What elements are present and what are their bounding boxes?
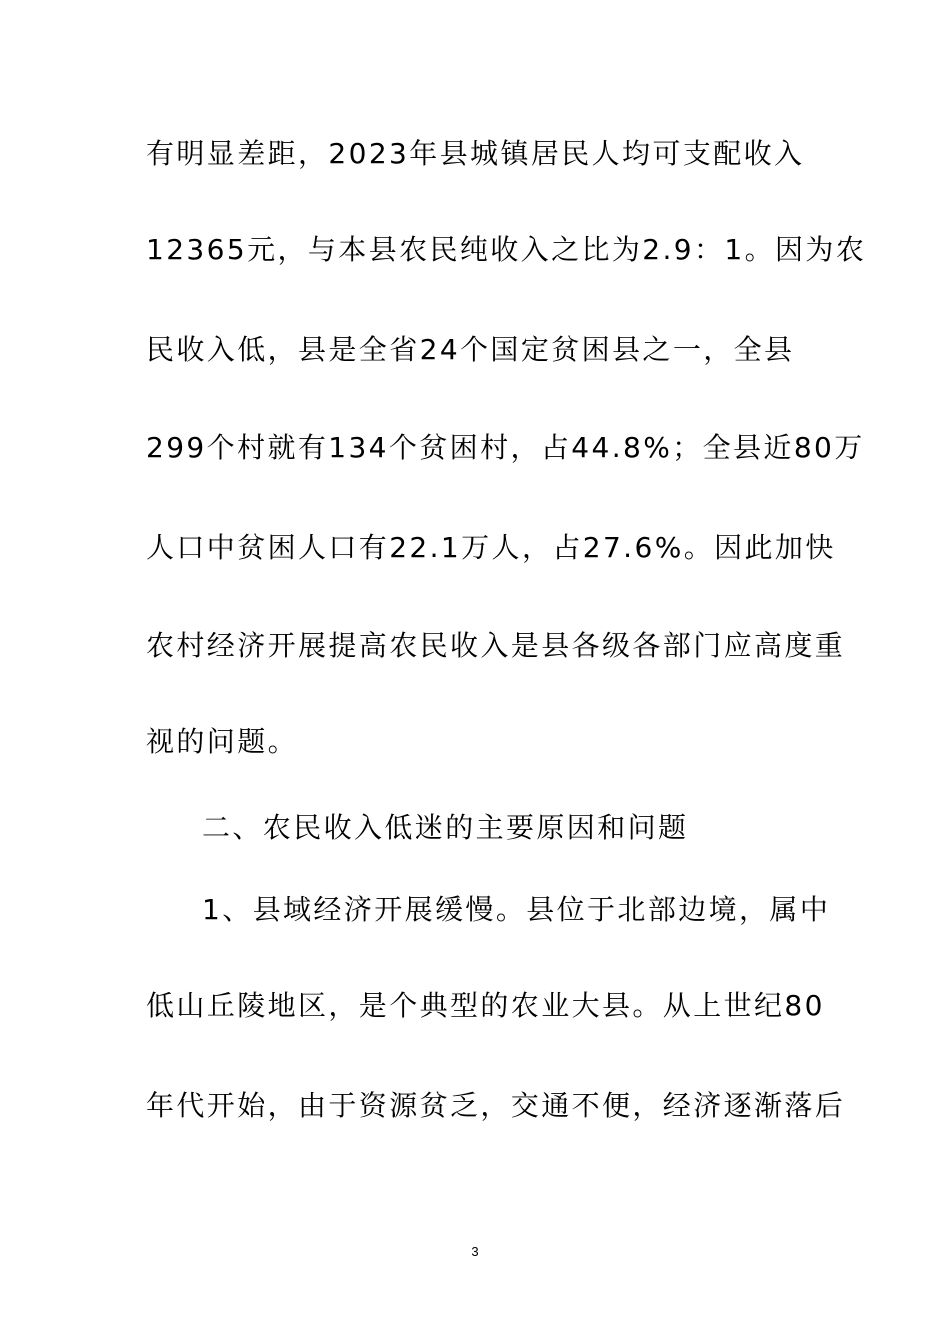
body-text-line: 人口中贫困人口有22.1万人，占27.6%。因此加快	[146, 531, 836, 564]
body-text-line: 1、县域经济开展缓慢。县位于北部边境，属中	[202, 893, 831, 926]
body-text-line: 低山丘陵地区，是个典型的农业大县。从上世纪80	[146, 989, 825, 1022]
body-text-line: 民收入低，县是全省24个国定贫困县之一，全县	[146, 333, 795, 366]
body-text-line: 年代开始，由于资源贫乏，交通不便，经济逐渐落后	[146, 1089, 846, 1122]
body-text-line: 12365元，与本县农民纯收入之比为2.9：1。因为农	[146, 233, 867, 266]
page-number: 3	[471, 1244, 479, 1259]
body-text-line: 农村经济开展提高农民收入是县各级各部门应高度重	[146, 629, 846, 662]
body-text-line: 视的问题。	[146, 725, 299, 758]
body-text-line: 有明显差距，2023年县城镇居民人均可支配收入	[146, 137, 805, 170]
body-text-line: 299个村就有134个贫困村，占44.8%；全县近80万	[146, 431, 865, 464]
section-heading: 二、农民收入低迷的主要原因和问题	[202, 811, 689, 844]
